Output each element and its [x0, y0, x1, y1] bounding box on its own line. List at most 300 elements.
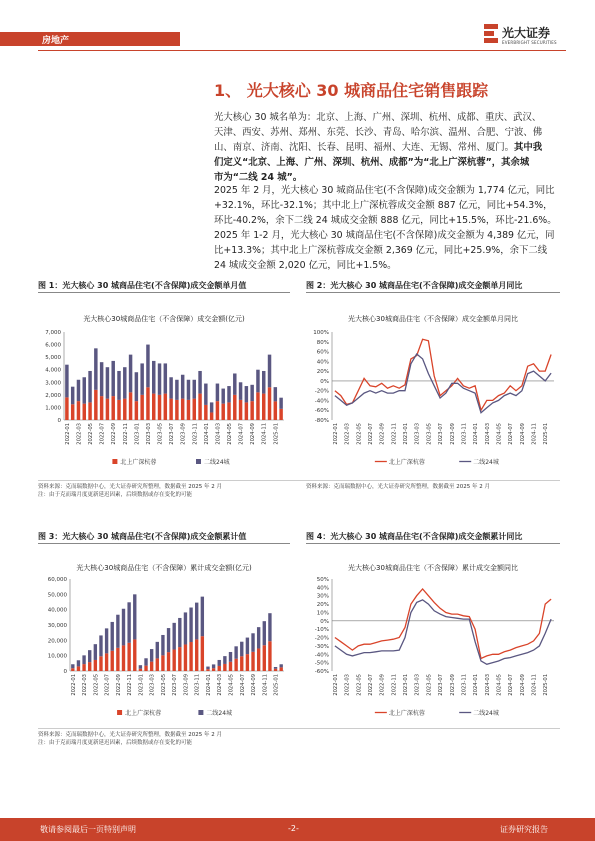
y-tick-label: 40,000	[47, 607, 67, 614]
paragraph-city-list	[214, 110, 564, 185]
x-tick-label: 2023-05	[426, 674, 433, 696]
bar-tier2	[146, 345, 149, 388]
text-line: 2025 年 2 月，光大核心 30 城商品住宅(不含保障)成交金额为 1,774 亿元，同比	[214, 185, 555, 196]
x-tick-label: 2024-09	[519, 674, 526, 696]
series-line-tier1	[335, 589, 551, 659]
logo-text: 光大证券	[502, 26, 551, 40]
x-tick-label: 2022-03	[344, 422, 351, 445]
x-tick-label: 2022-01	[332, 422, 339, 445]
logo-subtext: EVERBRIGHT SECURITIES	[502, 40, 557, 45]
bar-tier1	[268, 387, 271, 420]
bar-tier2	[193, 380, 196, 399]
bar-tier1	[158, 395, 161, 420]
text-line: 24 城成交金额 2,020 亿元，同比+1.5%。	[214, 260, 397, 271]
figure-1-title: 图 1：光大核心 30 城商品住宅(不含保障)成交金额单月值	[38, 281, 247, 290]
bar-tier1	[229, 662, 232, 671]
bar-tier1	[71, 404, 74, 420]
bar-tier1	[100, 396, 103, 420]
footer-report-type: 证券研究报告	[500, 825, 548, 834]
y-tick-label: -30%	[314, 643, 329, 650]
x-tick-label: 2023-07	[169, 422, 176, 445]
x-tick-label: 2023-07	[172, 674, 179, 696]
bar-tier1	[111, 651, 114, 671]
bar-tier1	[279, 667, 282, 671]
x-tick-label: 2024-05	[228, 674, 235, 696]
bar-tier1	[240, 656, 243, 671]
bar-tier2	[122, 609, 125, 646]
bar-tier2	[83, 377, 86, 403]
text-line: 们定义“北京、上海、广州、深圳、杭州、成都”为“北上广深杭蓉”，其余城	[214, 157, 530, 168]
notes-rule-2	[38, 728, 560, 729]
bar-tier1	[88, 402, 91, 420]
bar-tier2	[71, 664, 74, 668]
section-tag-bar	[0, 32, 180, 46]
x-tick-label: 2024-01	[473, 422, 480, 445]
x-tick-label: 2022-01	[64, 423, 71, 445]
bar-tier2	[210, 402, 213, 412]
bar-tier1	[123, 399, 126, 420]
y-tick-label: 0%	[320, 618, 329, 625]
text-line: 环比-40.2%，余下二线 24 城成交金额 888 亿元，同比+15.5%，环比-21.6%。	[214, 215, 557, 226]
legend-swatch	[196, 459, 201, 464]
bar-tier2	[246, 638, 249, 655]
bar-tier1	[221, 404, 224, 420]
bar-tier2	[158, 363, 161, 394]
bar-tier2	[71, 387, 74, 405]
bar-tier2	[189, 608, 192, 643]
bar-tier1	[187, 400, 190, 420]
bar-tier2	[223, 656, 226, 664]
bar-tier2	[94, 644, 97, 660]
x-tick-label: 2024-09	[250, 423, 257, 445]
notes-rule	[38, 480, 560, 481]
bar-tier1	[223, 664, 226, 671]
figure-2-rule	[306, 292, 560, 293]
legend-swatch	[117, 710, 122, 715]
x-tick-label: 2023-09	[183, 673, 190, 696]
header-divider	[38, 50, 566, 51]
bar-tier2	[212, 664, 215, 668]
bar-tier2	[274, 667, 277, 669]
bar-tier1	[227, 402, 230, 420]
x-tick-label: 2023-07	[438, 674, 445, 696]
bar-tier1	[251, 652, 254, 671]
x-tick-label: 2024-11	[261, 422, 268, 445]
x-tick-label: 2023-03	[414, 422, 421, 445]
bar-tier1	[152, 394, 155, 420]
text-line: 光大核心 30 城名单为：北京、上海、广州、深圳、杭州、成都、重庆、武汉、	[214, 112, 542, 123]
x-tick-label: 2024-01	[473, 673, 480, 696]
x-tick-label: 2024-07	[238, 423, 245, 445]
bar-tier1	[71, 668, 74, 671]
bar-tier1	[193, 399, 196, 420]
bar-tier2	[204, 384, 207, 405]
chart-4-title: 光大核心30城商品住宅（不含保障）累计成交金额同比	[348, 564, 518, 572]
bar-tier2	[201, 597, 204, 637]
bar-tier2	[129, 355, 132, 393]
bar-tier2	[88, 371, 91, 402]
bar-tier2	[161, 635, 164, 655]
x-tick-label: 2023-05	[426, 423, 433, 445]
y-tick-label: 20,000	[47, 638, 67, 645]
bar-tier2	[206, 667, 209, 670]
x-tick-label: 2022-07	[368, 674, 374, 696]
x-tick-label: 2022-11	[127, 673, 134, 696]
y-tick-label: 30%	[316, 593, 329, 600]
x-tick-label: 2022-01	[70, 673, 77, 696]
y-tick-label: -10%	[314, 627, 329, 634]
bar-tier1	[198, 394, 201, 420]
legend-label: 北上广深杭蓉	[120, 459, 157, 466]
bar-tier1	[245, 402, 248, 420]
x-tick-label: 2023-01	[138, 674, 145, 696]
bar-tier2	[274, 387, 277, 401]
bar-tier1	[250, 401, 253, 420]
bar-tier1	[65, 397, 68, 420]
bar-tier1	[127, 643, 130, 671]
bar-tier2	[218, 660, 221, 666]
bar-tier1	[139, 669, 142, 671]
bar-tier1	[144, 666, 147, 671]
bar-tier2	[169, 377, 172, 398]
bar-tier2	[175, 380, 178, 400]
x-tick-label: 2022-07	[368, 423, 374, 445]
bar-tier1	[210, 412, 213, 420]
x-tick-label: 2023-11	[192, 423, 199, 445]
bar-tier2	[263, 621, 266, 645]
bar-tier1	[156, 658, 159, 671]
legend-label: 二线24城	[473, 459, 499, 466]
bar-tier1	[172, 650, 175, 671]
bar-tier2	[127, 602, 130, 642]
x-tick-label: 2022-03	[76, 423, 83, 445]
bar-tier1	[175, 400, 178, 420]
bar-tier2	[268, 355, 271, 388]
paragraph-feb	[214, 183, 564, 228]
bar-tier1	[150, 662, 153, 671]
bar-tier1	[88, 662, 91, 671]
bar-tier1	[195, 639, 198, 671]
company-logo	[484, 22, 564, 50]
chart-4	[306, 575, 560, 725]
bar-tier1	[77, 401, 80, 420]
x-tick-label: 2023-09	[449, 674, 456, 696]
y-tick-label: 40%	[316, 585, 329, 592]
bar-tier1	[105, 653, 108, 671]
x-tick-label: 2023-09	[449, 423, 456, 445]
bar-tier2	[279, 398, 282, 409]
bar-tier2	[198, 371, 201, 394]
bar-tier1	[216, 401, 219, 420]
legend-label: 二线24城	[204, 459, 230, 466]
bar-tier2	[229, 652, 232, 662]
x-tick-label: 2023-03	[414, 673, 421, 696]
source-note-3: 资料来源：克而瑞数据中心，光大证券研究所整理，数据截至 2025 年 2 月	[38, 732, 222, 738]
x-tick-label: 2024-01	[206, 674, 212, 696]
bar-tier2	[195, 603, 198, 640]
text-line: 比+13.3%；其中北上广深杭蓉成交金额 2,369 亿元，同比+25.9%，余下二线	[214, 245, 548, 256]
bar-tier2	[65, 365, 68, 398]
bar-tier2	[268, 613, 271, 641]
figure-3-rule	[38, 543, 290, 544]
bar-tier1	[274, 401, 277, 420]
bar-tier1	[181, 399, 184, 420]
x-tick-label: 2022-11	[391, 422, 398, 445]
x-tick-label: 2024-11	[531, 674, 538, 696]
bar-tier2	[111, 361, 114, 396]
bar-tier1	[146, 387, 149, 420]
x-tick-label: 2024-11	[262, 674, 269, 696]
bar-tier1	[184, 644, 187, 671]
y-tick-label: 30,000	[47, 623, 67, 629]
x-tick-label: 2025-01	[273, 674, 280, 696]
bar-tier1	[129, 392, 132, 420]
x-tick-label: 2023-03	[145, 422, 152, 445]
bar-tier2	[150, 649, 153, 662]
y-tick-label: 20%	[316, 369, 329, 376]
y-tick-label: 0	[57, 418, 61, 424]
bar-tier2	[123, 367, 126, 398]
bar-tier2	[184, 612, 187, 644]
bar-tier1	[239, 400, 242, 420]
x-tick-label: 2023-09	[180, 423, 187, 445]
bar-tier2	[240, 642, 243, 657]
bar-tier1	[234, 659, 237, 671]
x-tick-label: 2024-03	[215, 422, 222, 445]
bar-tier1	[189, 642, 192, 671]
y-tick-label: -20%	[314, 388, 329, 395]
chart-3-title: 光大核心30城商品住宅（不含保障）累计成交金额(亿元)	[76, 564, 252, 572]
y-tick-label: 7,000	[45, 330, 61, 336]
series-line-tier2	[335, 600, 551, 664]
bar-tier1	[133, 639, 136, 671]
x-tick-label: 2024-05	[496, 423, 503, 445]
figure-3-title: 图 3：光大核心 30 城商品住宅(不含保障)成交金额累计值	[38, 532, 247, 541]
x-tick-label: 2022-11	[122, 423, 129, 445]
x-tick-label: 2022-07	[99, 422, 106, 445]
text-line: 市为“二线 24 城”。	[214, 172, 303, 183]
bar-tier1	[94, 660, 97, 671]
y-tick-label: 50%	[316, 577, 329, 583]
y-tick-label: 1,000	[45, 405, 61, 412]
x-tick-label: 2022-07	[104, 673, 111, 696]
x-tick-label: 2023-03	[149, 674, 156, 696]
x-tick-label: 2024-03	[217, 673, 224, 696]
x-tick-label: 2025-01	[543, 673, 550, 696]
legend-label: 北上广深杭蓉	[388, 710, 425, 717]
bar-tier2	[152, 361, 155, 394]
x-tick-label: 2024-05	[496, 674, 503, 696]
bar-tier1	[83, 404, 86, 420]
bar-tier2	[106, 367, 109, 398]
bar-tier1	[77, 666, 80, 671]
paragraph-jan-feb	[214, 228, 564, 273]
bar-tier2	[178, 618, 181, 647]
bar-tier1	[263, 645, 266, 671]
bar-tier2	[140, 363, 143, 394]
section-tag: 房地产	[42, 36, 70, 46]
x-tick-label: 2022-11	[391, 673, 398, 696]
x-tick-label: 2023-11	[194, 673, 201, 696]
bar-tier1	[99, 656, 102, 671]
bar-tier1	[233, 395, 236, 420]
figure-1-rule	[38, 292, 290, 293]
x-tick-label: 2022-03	[82, 674, 89, 696]
legend-label: 二线24城	[206, 710, 233, 717]
bar-tier2	[117, 371, 120, 400]
bar-tier2	[105, 628, 108, 653]
y-tick-label: 6,000	[45, 342, 61, 349]
bar-tier1	[246, 654, 249, 671]
logo-mark-icon	[484, 24, 498, 44]
x-tick-label: 2023-01	[134, 423, 141, 445]
bar-tier2	[100, 362, 103, 396]
y-tick-label: 3,000	[45, 380, 61, 387]
series-line-tier1	[335, 339, 551, 410]
bar-tier1	[106, 399, 109, 420]
x-tick-label: 2022-09	[379, 423, 386, 445]
bar-tier2	[116, 615, 119, 648]
y-tick-label: -60%	[314, 669, 329, 675]
bar-tier2	[144, 658, 147, 665]
bar-tier2	[82, 655, 85, 664]
bar-tier1	[274, 669, 277, 671]
x-tick-label: 2022-03	[344, 673, 351, 696]
bar-tier2	[172, 623, 175, 650]
source-note-1: 资料来源：克而瑞数据中心，光大证券研究所整理，数据截至 2025 年 2 月	[38, 484, 222, 490]
legend-label: 北上广深杭蓉	[125, 710, 162, 717]
figure-2-title: 图 2：光大核心 30 城商品住宅(不含保障)成交金额单月同比	[306, 281, 523, 290]
x-tick-label: 2023-11	[461, 422, 468, 445]
y-tick-label: -60%	[314, 408, 329, 415]
bar-tier2	[99, 635, 102, 656]
text-line: +32.1%，环比-32.1%；其中北上广深杭蓉成交金额 887 亿元，同比+54.3%，	[214, 200, 553, 211]
bar-tier1	[167, 652, 170, 671]
y-tick-label: 0	[63, 669, 67, 675]
bar-tier2	[135, 372, 138, 401]
bar-tier1	[164, 394, 167, 420]
bar-tier1	[111, 396, 114, 420]
bar-tier2	[94, 348, 97, 389]
text-line: 2025 年 1-2 月，光大核心 30 城商品住宅(不含保障)成交金额为 4,389 亿元，同	[214, 230, 555, 241]
legend-swatch	[112, 459, 117, 464]
x-tick-label: 2022-09	[115, 674, 122, 696]
x-tick-label: 2024-03	[484, 422, 491, 445]
bar-tier1	[178, 647, 181, 671]
x-tick-label: 2023-05	[157, 422, 164, 445]
chart-3	[38, 575, 290, 725]
text-line: 天津、西安、苏州、郑州、东莞、长沙、青岛、哈尔滨、温州、合肥、宁波、佛	[214, 127, 543, 138]
bar-tier1	[140, 395, 143, 420]
y-tick-label: -40%	[314, 652, 329, 659]
bar-tier2	[245, 386, 248, 402]
y-tick-label: 50,000	[47, 592, 67, 599]
bar-tier1	[262, 394, 265, 420]
y-tick-label: -50%	[314, 660, 329, 667]
bar-tier1	[116, 648, 119, 671]
y-tick-label: 100%	[313, 330, 329, 336]
bar-tier1	[257, 648, 260, 671]
page-number: -2-	[288, 824, 299, 833]
x-tick-label: 2024-03	[484, 673, 491, 696]
bar-tier2	[88, 650, 91, 662]
bar-tier1	[256, 392, 259, 420]
y-tick-label: -40%	[314, 398, 329, 405]
legend-label: 北上广深杭蓉	[388, 459, 425, 466]
bar-tier2	[257, 627, 260, 648]
bar-tier1	[218, 666, 221, 671]
bar-tier1	[279, 409, 282, 420]
text-line: 山、南京、济南、沈阳、长春、昆明、福州、大连、无锡、常州、厦门。其中我	[214, 142, 543, 153]
x-tick-label: 2022-05	[88, 423, 95, 445]
bar-tier2	[227, 386, 230, 402]
y-tick-label: 5,000	[45, 355, 61, 362]
bar-tier2	[262, 371, 265, 394]
bar-tier1	[204, 405, 207, 420]
x-tick-label: 2024-01	[203, 422, 210, 445]
y-tick-label: 20%	[316, 602, 329, 609]
y-tick-label: 80%	[316, 339, 329, 346]
bar-tier1	[169, 399, 172, 420]
bar-tier2	[279, 664, 282, 667]
x-tick-label: 2024-05	[227, 423, 233, 445]
bar-tier1	[122, 645, 125, 671]
y-tick-label: 4,000	[45, 367, 61, 374]
section-title: 1、 光大核心 30 城商品住宅销售跟踪	[214, 81, 489, 100]
caveat-note-3: 注：由于克而瑞月度更新延迟因素，后续数据或存在变化的可能	[38, 740, 193, 746]
bar-tier2	[77, 660, 80, 666]
bar-tier1	[135, 401, 138, 420]
bar-tier1	[212, 668, 215, 671]
x-tick-label: 2023-11	[461, 673, 468, 696]
x-tick-label: 2024-11	[531, 423, 538, 445]
x-tick-label: 2025-01	[543, 422, 550, 445]
x-tick-label: 2023-01	[403, 422, 409, 445]
bar-tier2	[167, 628, 170, 652]
y-tick-label: 60%	[316, 349, 329, 356]
bar-tier2	[234, 646, 237, 658]
source-note-2: 资料来源：克而瑞数据中心，光大证券研究所整理，数据截至 2025 年 2 月	[306, 484, 490, 490]
x-tick-label: 2022-05	[356, 674, 363, 696]
x-tick-label: 2024-07	[239, 674, 246, 696]
bar-tier2	[256, 370, 259, 393]
legend-label: 二线24城	[473, 710, 499, 717]
bar-tier2	[239, 382, 242, 400]
y-tick-label: 10%	[316, 610, 329, 617]
footer-bar	[0, 818, 595, 841]
bar-tier1	[206, 669, 209, 671]
chart-1-title: 光大核心30城商品住宅（不含保障）成交金额(亿元)	[83, 315, 245, 323]
x-tick-label: 2024-07	[508, 674, 515, 696]
bar-tier2	[216, 384, 219, 402]
x-tick-label: 2022-05	[356, 423, 363, 445]
caveat-note-1: 注：由于克而瑞月度更新延迟因素，后续数据或存在变化的可能	[38, 492, 193, 498]
y-tick-label: 60,000	[47, 577, 67, 583]
y-tick-label: -20%	[314, 635, 329, 642]
bar-tier2	[250, 385, 253, 401]
x-tick-label: 2022-09	[111, 422, 118, 445]
bar-tier1	[117, 400, 120, 420]
chart-1	[38, 326, 290, 474]
y-tick-label: 2,000	[45, 392, 61, 399]
bar-tier2	[164, 363, 167, 393]
bar-tier2	[139, 665, 142, 669]
legend-swatch	[198, 710, 203, 715]
bar-tier2	[221, 389, 224, 404]
bar-tier2	[156, 642, 159, 659]
y-tick-label: 10,000	[47, 653, 67, 660]
x-tick-label: 2022-09	[379, 674, 386, 696]
